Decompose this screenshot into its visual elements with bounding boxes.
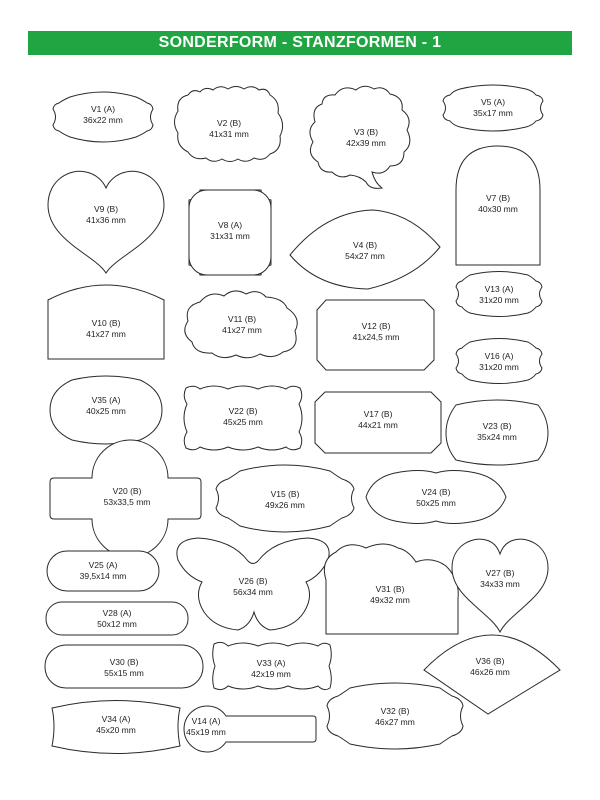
shape-v16-name: V16 (A)	[484, 351, 514, 361]
shape-v10-size: 41x27 mm	[86, 329, 126, 339]
shape-v12	[317, 300, 434, 370]
shape-v36-name: V36 (B)	[475, 656, 505, 666]
shape-v22-name: V22 (B)	[228, 406, 258, 416]
shape-v12-name: V12 (B)	[361, 321, 391, 331]
shape-v1	[53, 92, 153, 142]
shape-v2-size: 41x31 mm	[209, 129, 249, 139]
sheet-title: SONDERFORM - STANZFORMEN - 1	[28, 31, 572, 55]
shape-v17-size: 44x21 mm	[358, 420, 398, 430]
shape-v23-size: 35x24 mm	[477, 432, 517, 442]
shape-v25-size: 39,5x14 mm	[79, 571, 127, 581]
shape-v3	[310, 86, 410, 188]
shape-v7-name: V7 (B)	[485, 193, 511, 203]
shape-v8-name: V8 (A)	[217, 220, 243, 230]
shape-v13	[456, 272, 542, 317]
shape-v30	[45, 645, 203, 688]
shape-v4	[290, 210, 440, 289]
shape-v33	[213, 642, 332, 689]
shape-v17	[315, 392, 441, 453]
shape-v28-size: 50x12 mm	[97, 619, 137, 629]
shape-v23	[446, 400, 548, 465]
shape-v5-name: V5 (A)	[480, 97, 506, 107]
shape-v4-name: V4 (B)	[352, 240, 378, 250]
shape-v26-size: 56x34 mm	[233, 587, 273, 597]
shape-v13-name: V13 (A)	[484, 284, 514, 294]
shape-v30-name: V30 (B)	[109, 657, 139, 667]
shape-v23-name: V23 (B)	[482, 421, 512, 431]
shape-v31-name: V31 (B)	[375, 584, 405, 594]
shape-v27-name: V27 (B)	[485, 568, 515, 578]
shape-v3-name: V3 (B)	[353, 127, 379, 137]
shape-v34	[52, 701, 180, 754]
shape-v15-size: 49x26 mm	[265, 500, 305, 510]
shape-v14	[184, 706, 316, 752]
shape-v24-size: 50x25 mm	[416, 498, 456, 508]
shape-v33-name: V33 (A)	[256, 658, 286, 668]
shape-v16	[456, 339, 542, 384]
shape-v7	[456, 146, 540, 265]
shape-v32-name: V32 (B)	[380, 706, 410, 716]
shape-v26	[177, 538, 329, 630]
shape-v22	[184, 386, 302, 450]
shape-v35-size: 40x25 mm	[86, 406, 126, 416]
shape-v2-name: V2 (B)	[216, 118, 242, 128]
shape-v20-size: 53x33,5 mm	[103, 497, 151, 507]
shape-v9	[48, 171, 164, 273]
shape-v15	[216, 465, 354, 532]
shape-v27-size: 34x33 mm	[480, 579, 520, 589]
shape-v12-size: 41x24,5 mm	[352, 332, 400, 342]
shape-v31	[324, 544, 458, 634]
shape-v25-name: V25 (A)	[88, 560, 118, 570]
shape-v8	[189, 190, 271, 275]
shape-v1-size: 36x22 mm	[83, 115, 123, 125]
shape-v11	[185, 291, 297, 358]
shape-v5-size: 35x17 mm	[473, 108, 513, 118]
shape-v36-size: 46x26 mm	[470, 667, 510, 677]
shape-v16-size: 31x20 mm	[479, 362, 519, 372]
shape-v24-name: V24 (B)	[421, 487, 451, 497]
shape-v13-size: 31x20 mm	[479, 295, 519, 305]
shape-v22-size: 45x25 mm	[223, 417, 263, 427]
shape-v24	[366, 471, 506, 524]
shape-v14-name: V14 (A)	[191, 716, 221, 726]
shape-v15-name: V15 (B)	[270, 489, 300, 499]
shape-v27	[452, 539, 548, 632]
shape-v35	[50, 376, 162, 444]
shape-v1-name: V1 (A)	[90, 104, 116, 114]
shape-v10-name: V10 (B)	[91, 318, 121, 328]
shape-v9-size: 41x36 mm	[86, 215, 126, 225]
shape-v11-size: 41x27 mm	[222, 325, 262, 335]
shape-v34-size: 45x20 mm	[96, 725, 136, 735]
shape-v4-size: 54x27 mm	[345, 251, 385, 261]
shape-v25	[47, 551, 159, 591]
shape-v33-size: 42x19 mm	[251, 669, 291, 679]
shape-v7-size: 40x30 mm	[478, 204, 518, 214]
shape-v8-size: 31x31 mm	[210, 231, 250, 241]
shape-v5	[443, 85, 543, 131]
shape-v17-name: V17 (B)	[363, 409, 393, 419]
shape-v11-name: V11 (B)	[227, 314, 257, 324]
shape-v2	[175, 87, 283, 162]
shape-v32-size: 46x27 mm	[375, 717, 415, 727]
shape-v34-name: V34 (A)	[101, 714, 131, 724]
shape-v30-size: 55x15 mm	[104, 668, 144, 678]
shape-v3-size: 42x39 mm	[346, 138, 386, 148]
shape-v26-name: V26 (B)	[238, 576, 268, 586]
shape-v20-name: V20 (B)	[112, 486, 142, 496]
shape-v20	[50, 440, 201, 557]
shape-v35-name: V35 (A)	[91, 395, 121, 405]
shape-v28-name: V28 (A)	[102, 608, 132, 618]
shape-v10	[48, 285, 164, 359]
shape-v14-size: 45x19 mm	[186, 727, 226, 737]
shape-v31-size: 49x32 mm	[370, 595, 410, 605]
shape-v32	[327, 683, 463, 749]
shape-v28	[46, 602, 188, 635]
shape-v9-name: V9 (B)	[93, 204, 119, 214]
